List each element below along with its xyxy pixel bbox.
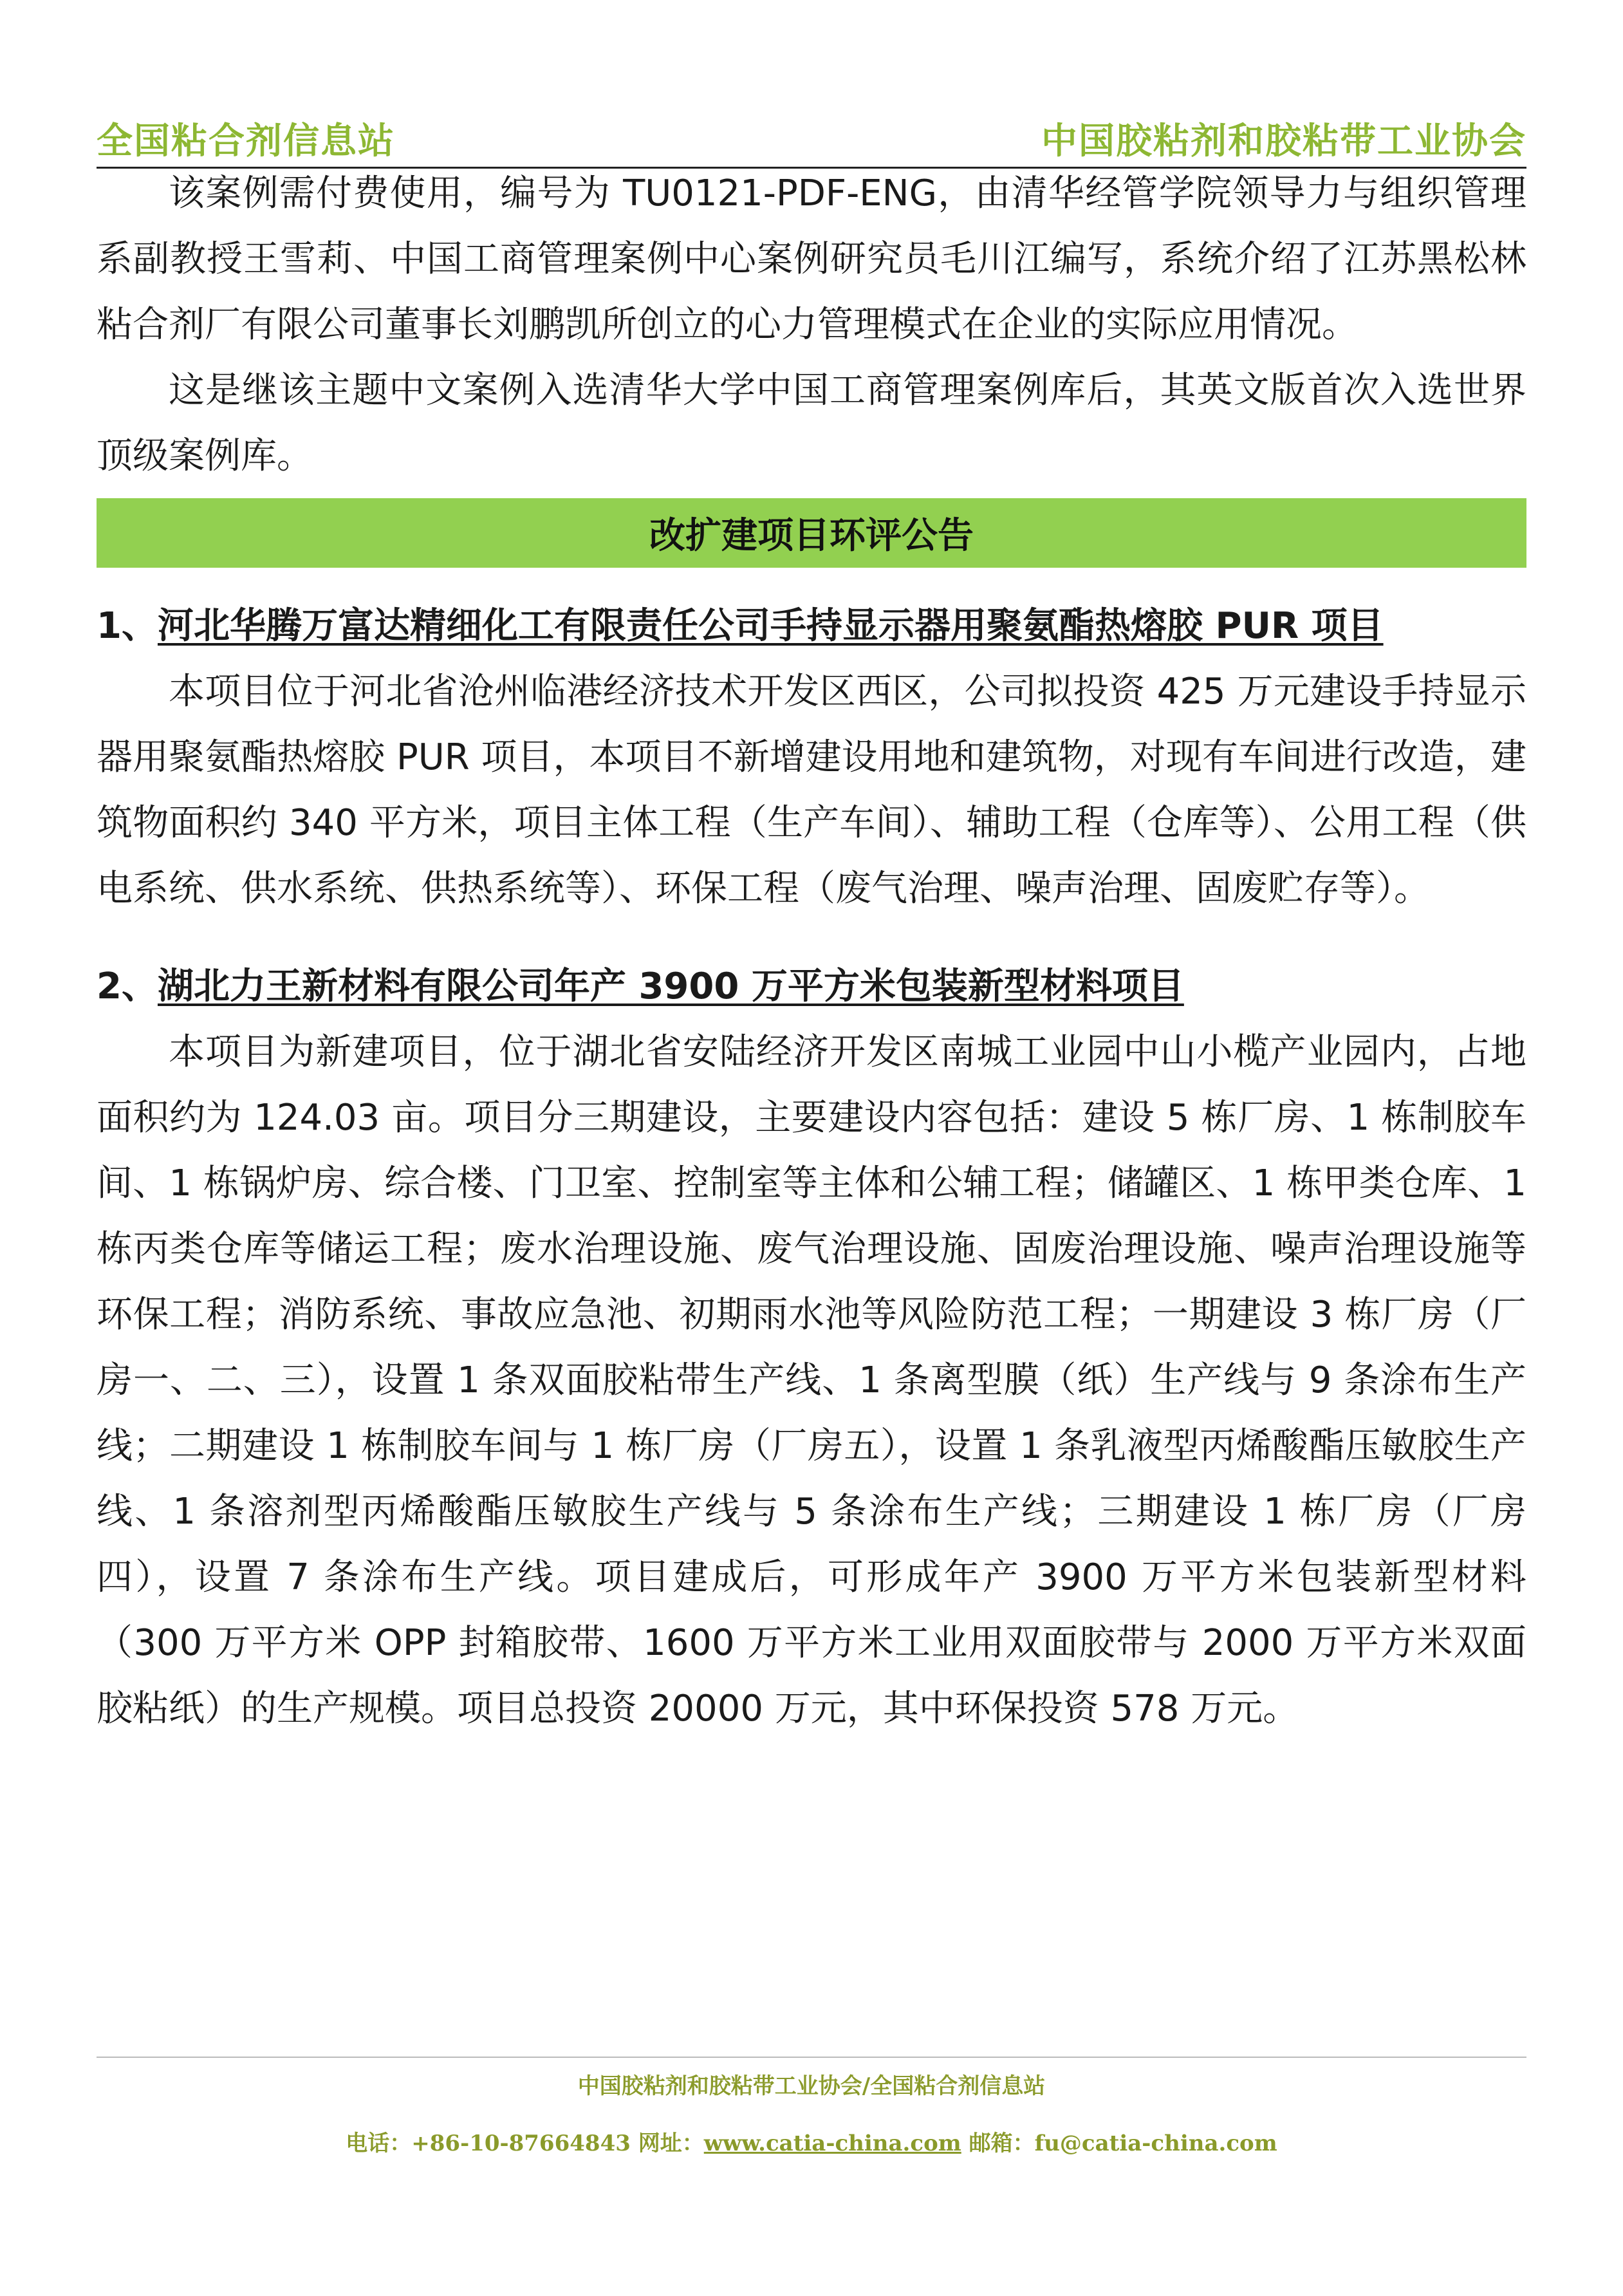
section-banner — [97, 498, 1526, 568]
project-number: 2、 — [97, 966, 158, 1007]
project-name: 河北华腾万富达精细化工有限责任公司手持显示器用聚氨酯热熔胶 PUR 项目 — [157, 605, 1384, 647]
project-body: 本项目位于河北省沧州临港经济技术开发区西区，公司拟投资 425 万元建设手持显示器用聚氨酯热熔胶 PUR 项目，本项目不新增建设用地和建筑物，对现有车间进行改造，建筑物面积约 340 平方米，项目主体工程（生产车间）、辅助工程（仓库等）、公用工程（供电系统、供水系统、供热系统等）、环保工程（废气治理、噪声治理、固废贮存等）。 — [97, 671, 1526, 910]
footer-mail-label: 邮箱： — [961, 2131, 1035, 2156]
footer-website-link[interactable]: www.catia-china.com — [703, 2131, 961, 2156]
intro-paragraph-1: 该案例需付费使用，编号为 TU0121-PDF-ENG，由清华经管学院领导力与组织管理系副教授王雪莉、中国工商管理案例中心案例研究员毛川江编写，系统介绍了江苏黑松林粘合剂厂有限公司董事长刘鹏凯所创立的心力管理模式在企业的实际应用情况。 — [97, 173, 1526, 346]
section-title: 改扩建项目环评公告 — [649, 515, 974, 557]
footer-phone: +86-10-87664843 — [411, 2131, 631, 2156]
header-left-title: 全国粘合剂信息站 — [97, 120, 395, 162]
project-item — [97, 593, 1526, 922]
project-title — [97, 954, 1526, 1020]
footer-org-line: 中国胶粘剂和胶粘带工业协会/全国粘合剂信息站 — [577, 2073, 1046, 2099]
page-header — [97, 113, 1526, 169]
page-footer — [97, 2057, 1526, 2157]
project-body: 本项目为新建项目，位于湖北省安陆经济开发区南城工业园中山小榄产业园内，占地面积约为 124.03 亩。项目分三期建设，主要建设内容包括：建设 5 栋厂房、1 栋制胶车间、1 栋锅炉房、综合楼、门卫室、控制室等主体和公辅工程；储罐区、1 栋甲类仓库、1 栋丙类仓库等储运工程；废水治理设施、废气治理设施、固废治理设施、噪声治理设施等环保工程；消防系统、事故应急池、初期雨水池等风险防范工程；一期建设 3 栋厂房（厂房一、二、三），设置 1 条双面胶粘带生产线、1 条离型膜（纸）生产线与 9 条涂布生产线；二期建设 1 栋制胶车间与 1 栋厂房（厂房五），设置 1 条乳液型丙烯酸酯压敏胶生产线、1 条溶剂型丙烯酸酯压敏胶生产线与 5 条涂布生产线；三期建设 1 栋厂房（厂房四），设置 7 条涂布生产线。项目建成后，可形成年产 3900 万平方米包装新型材料（300 万平方米 OPP 封箱胶带、1600 万平方米工业用双面胶带与 2000 万平方米双面胶粘纸）的生产规模。项目总投资 20000 万元，其中环保投资 578 万元。 — [97, 1031, 1526, 1730]
footer-site-label: 网址： — [630, 2131, 704, 2156]
project-title — [97, 593, 1526, 659]
project-number: 1、 — [97, 605, 158, 647]
footer-phone-label: 电话： — [346, 2131, 412, 2156]
footer-email[interactable]: fu@catia-china.com — [1034, 2131, 1277, 2156]
page-content — [97, 161, 1526, 1742]
project-name: 湖北力王新材料有限公司年产 3900 万平方米包装新型材料项目 — [157, 966, 1184, 1007]
footer-contact-line — [97, 2125, 1526, 2157]
header-right-title: 中国胶粘剂和胶粘带工业协会 — [1041, 120, 1526, 162]
intro-paragraph-2: 这是继该主题中文案例入选清华大学中国工商管理案例库后，其英文版首次入选世界顶级案例库。 — [97, 369, 1526, 477]
project-item — [97, 954, 1526, 1742]
